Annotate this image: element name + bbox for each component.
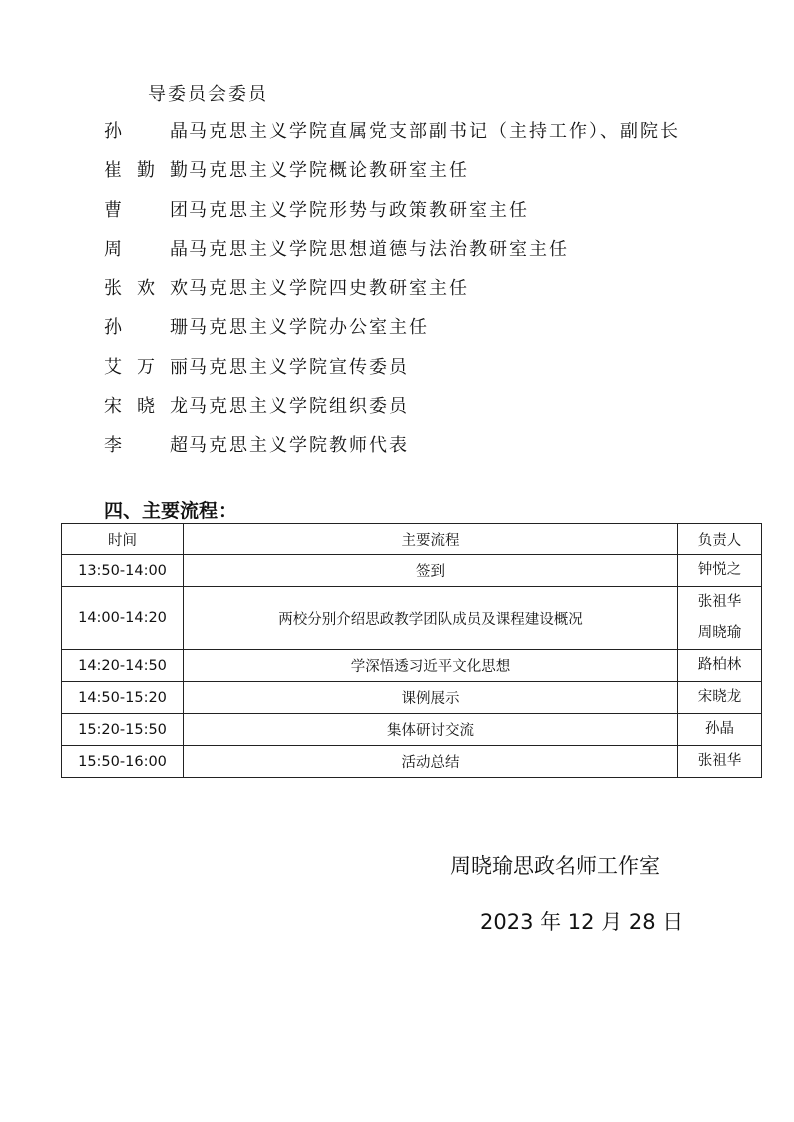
table-row bbox=[62, 714, 762, 746]
table-row bbox=[62, 587, 762, 650]
cell-responsible bbox=[678, 555, 762, 587]
cell-process: 课例展示 bbox=[184, 682, 678, 714]
member-role: 马克思主义学院思想道德与法治教研室主任 bbox=[189, 238, 569, 260]
cell-process: 学深悟透习近平文化思想 bbox=[184, 650, 678, 682]
member-name: 李超 bbox=[104, 435, 189, 457]
responsible-name: 张祖华 bbox=[697, 594, 742, 610]
cell-responsible bbox=[678, 682, 762, 714]
member-role: 马克思主义学院宣传委员 bbox=[189, 356, 409, 378]
member-role: 马克思主义学院直属党支部副书记（主持工作）、副院长 bbox=[189, 121, 680, 142]
member-role: 马克思主义学院组织委员 bbox=[189, 396, 409, 418]
cell-time: 13:50-14:00 bbox=[62, 555, 184, 587]
cell-process: 签到 bbox=[184, 555, 678, 587]
cell-process: 集体研讨交流 bbox=[184, 714, 678, 746]
table-header-row bbox=[62, 524, 762, 555]
cell-time: 14:50-15:20 bbox=[62, 682, 184, 714]
responsible-name: 张祖华 bbox=[697, 753, 742, 769]
member-row bbox=[104, 392, 754, 431]
member-row bbox=[104, 117, 754, 156]
header-time: 时间 bbox=[62, 524, 184, 555]
member-row bbox=[104, 313, 754, 352]
member-role: 马克思主义学院办公室主任 bbox=[189, 317, 429, 339]
signature-organization: 周晓瑜思政名师工作室 bbox=[450, 854, 660, 878]
member-name: 孙晶 bbox=[104, 121, 189, 142]
cell-responsible bbox=[678, 650, 762, 682]
table-row bbox=[62, 682, 762, 714]
cell-time: 14:20-14:50 bbox=[62, 650, 184, 682]
signature-date: 2023 年 12 月 28 日 bbox=[480, 910, 684, 934]
member-row bbox=[104, 353, 754, 392]
section-heading: 四、主要流程： bbox=[104, 500, 238, 522]
member-name: 宋晓龙 bbox=[104, 396, 189, 418]
cell-responsible bbox=[678, 714, 762, 746]
member-row bbox=[104, 196, 754, 235]
member-name: 周晶 bbox=[104, 238, 189, 260]
member-name: 张欢欢 bbox=[104, 278, 189, 300]
member-role: 马克思主义学院形势与政策教研室主任 bbox=[189, 199, 529, 221]
table-row bbox=[62, 746, 762, 778]
cell-time: 15:20-15:50 bbox=[62, 714, 184, 746]
member-list bbox=[104, 117, 754, 471]
header-responsible: 负责人 bbox=[678, 524, 762, 555]
cell-responsible bbox=[678, 746, 762, 778]
responsible-name: 宋晓龙 bbox=[697, 689, 742, 705]
member-row bbox=[104, 235, 754, 274]
member-name: 崔勤勤 bbox=[104, 160, 189, 182]
responsible-name: 路柏林 bbox=[697, 657, 742, 673]
member-row bbox=[104, 431, 754, 470]
cell-process: 活动总结 bbox=[184, 746, 678, 778]
responsible-name: 周晓瑜 bbox=[697, 625, 742, 641]
member-row bbox=[104, 156, 754, 195]
table-row bbox=[62, 650, 762, 682]
cell-responsible bbox=[678, 587, 762, 650]
member-role: 马克思主义学院概论教研室主任 bbox=[189, 160, 469, 182]
member-role: 马克思主义学院四史教研室主任 bbox=[189, 278, 469, 300]
schedule-table bbox=[61, 523, 762, 778]
member-row bbox=[104, 274, 754, 313]
header-process: 主要流程 bbox=[184, 524, 678, 555]
table-row bbox=[62, 555, 762, 587]
cell-time: 14:00-14:20 bbox=[62, 587, 184, 650]
cell-process: 两校分别介绍思政教学团队成员及课程建设概况 bbox=[184, 587, 678, 650]
continued-line: 导委员会委员 bbox=[148, 84, 268, 105]
member-name: 孙珊 bbox=[104, 317, 189, 339]
responsible-name: 孙晶 bbox=[705, 721, 734, 737]
cell-time: 15:50-16:00 bbox=[62, 746, 184, 778]
member-role: 马克思主义学院教师代表 bbox=[189, 435, 409, 457]
responsible-name: 钟悦之 bbox=[697, 562, 742, 578]
member-name: 艾万丽 bbox=[104, 356, 189, 378]
member-name: 曹团 bbox=[104, 199, 189, 221]
